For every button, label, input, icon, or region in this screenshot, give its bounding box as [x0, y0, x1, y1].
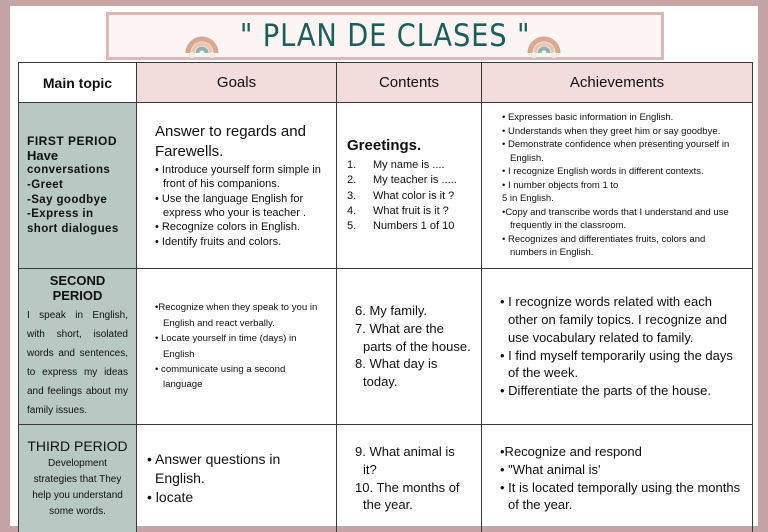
achievements-cell [482, 425, 753, 532]
list-item: • Locate yourself in time (days) in English [155, 333, 297, 360]
contents-cell [337, 425, 482, 532]
contents-cell [337, 269, 482, 425]
period-line: -Say goodbye [27, 193, 108, 206]
page-title: " PLAN DE CLASES " [239, 18, 531, 54]
list-item: 3. What color is it ? [347, 189, 455, 202]
rainbow-icon [527, 19, 561, 59]
period-title: FIRST PERIOD [27, 133, 118, 148]
page [10, 6, 758, 526]
rainbow-icon [185, 19, 219, 59]
list-item: • Differentiate the parts of the house. [500, 383, 711, 399]
list-item: • I recognize words related with each other on family topics. I recognize and use vocabulary related to family. [500, 293, 727, 345]
list-item: 8. What day is today. [355, 356, 438, 390]
list-item: • locate [147, 489, 194, 506]
list-item: • I number objects from 1 to [502, 179, 619, 191]
period-subtitle: Have [27, 147, 59, 163]
list-item: • I find myself temporarily using the days of the week. [500, 347, 733, 381]
list-item: • Identify fruits and colors. [155, 235, 282, 248]
list-item: • Recognizes and differentiates fruits, colors and numbers in English. [502, 233, 706, 259]
table-header-row [19, 63, 753, 103]
list-item: • It is located temporally using the months of the year. [500, 479, 741, 513]
contents-cell [337, 103, 482, 269]
list-item: • "What animal is' [500, 461, 601, 477]
list-item: 1. My name is .... [347, 158, 445, 171]
list-item: 7. What are the parts of the house. [355, 320, 471, 354]
table-row [19, 425, 753, 532]
period-line: -Express in [27, 208, 94, 221]
period-title: THIRD PERIOD [27, 437, 128, 454]
list-item: •Recognize when they speak to you in English and react verbally. [155, 302, 318, 329]
period-line: -Greet [27, 178, 64, 191]
column-header-contents: Contents [337, 63, 482, 103]
list-item: • communicate using a second language [155, 363, 286, 391]
list-item: •Copy and transcribe words that I understand and use frequently in the classroom. [502, 206, 729, 232]
list-item: • Recognize colors in English. [155, 221, 301, 234]
period-line: short dialogues [27, 223, 119, 236]
period-cell [19, 103, 137, 269]
list-item: 4. What fruit is it ? [347, 204, 449, 217]
list-item: 9. What animal is it? [355, 443, 455, 477]
period-description: I speak in English, with short, isolated words and sentences, to express my ideas and feelings about my family issues. [27, 310, 128, 416]
period-title: SECOND PERIOD [49, 273, 106, 303]
goals-cell [137, 103, 337, 269]
period-description: Development strategies that They help you understand some words. [32, 457, 123, 517]
column-header-main-topic: Main topic [19, 63, 137, 103]
goals-cell [137, 269, 337, 425]
title-banner [106, 12, 664, 60]
contents-title: Greetings. [347, 137, 422, 155]
list-item: • Answer questions in English. [147, 450, 281, 486]
list-item: 5. Numbers 1 of 10 [347, 220, 455, 233]
period-line: conversations [27, 163, 111, 176]
goals-intro: Answer to regards and Farewells. [155, 123, 306, 160]
list-item: • Introduce yourself form simple in front of his companions. [155, 164, 321, 191]
list-item: 2. My teacher is ..... [347, 174, 457, 187]
list-item: • Expresses basic information in English. [502, 112, 674, 124]
achievements-cell [482, 103, 753, 269]
list-item: • I recognize English words in different contexts. [502, 166, 704, 178]
period-cell [19, 425, 137, 532]
column-header-achievements: Achievements [482, 63, 753, 103]
list-item: 6. My family. [355, 302, 427, 318]
column-header-goals: Goals [137, 63, 337, 103]
list-item: 10. The months of the year. [355, 479, 460, 513]
list-item: 5 in English. [502, 193, 554, 205]
achievements-cell [482, 269, 753, 425]
list-item: •Recognize and respond [500, 443, 642, 459]
period-cell [19, 269, 137, 425]
list-item: • Use the language English for express who your is teacher . [155, 192, 307, 219]
table-row [19, 269, 753, 425]
list-item: • Demonstrate confidence when presenting yourself in English. [502, 139, 730, 164]
goals-cell [137, 425, 337, 532]
table-row [19, 103, 753, 269]
lesson-plan-table [18, 62, 753, 532]
list-item: • Understands when they greet him or say goodbye. [502, 125, 721, 137]
